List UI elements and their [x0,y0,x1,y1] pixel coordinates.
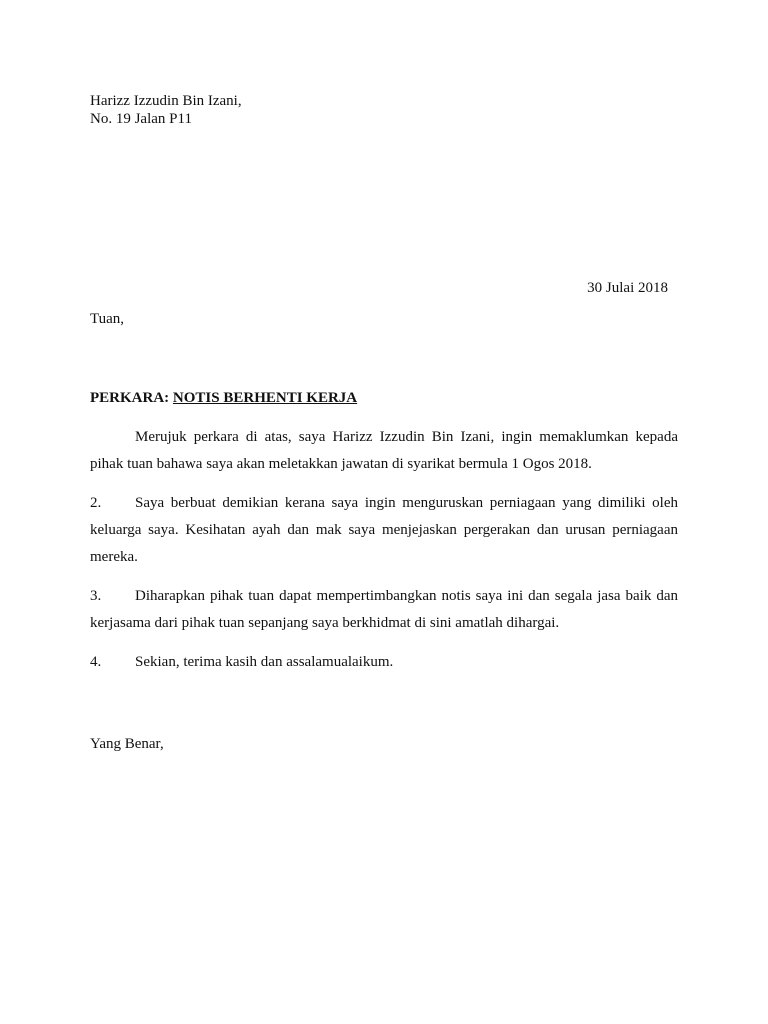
sender-name: Harizz Izzudin Bin Izani, [90,93,242,109]
closing: Yang Benar, [90,736,164,752]
paragraph-2-number: 2. [90,495,102,511]
sender-address: No. 19 Jalan P11 [90,111,192,127]
subject-label: PERKARA: [90,390,170,406]
paragraph-1 [90,424,678,478]
letter-date: 30 Julai 2018 [587,280,668,296]
paragraph-2-text: Saya berbuat demikian kerana saya ingin menguruskan perniagaan yang dimiliki oleh keluarga saya. Kesihatan ayah dan mak saya menjejaskan pergerakan dan urusan perniagaan mereka. [90,495,678,565]
paragraph-1-text: Merujuk perkara di atas, saya Harizz Izzudin Bin Izani, ingin memaklumkan kepada pihak tuan bahawa saya akan meletakkan jawatan di syarikat bermula 1 Ogos 2018. [90,429,678,472]
paragraph-2 [90,490,678,571]
subject-title: NOTIS BERHENTI KERJA [172,390,358,406]
subject-line [90,390,357,407]
paragraph-3-number: 3. [90,588,102,604]
paragraph-4 [90,649,678,676]
paragraph-3-text: Diharapkan pihak tuan dapat mempertimbangkan notis saya ini dan segala jasa baik dan kerjasama dari pihak tuan sepanjang saya berkhidmat di sini amatlah dihargai. [90,588,678,631]
paragraph-4-text: Sekian, terima kasih dan assalamualaikum. [135,654,394,670]
salutation: Tuan, [90,311,125,327]
paragraph-4-number: 4. [90,654,102,670]
paragraph-3 [90,583,678,637]
